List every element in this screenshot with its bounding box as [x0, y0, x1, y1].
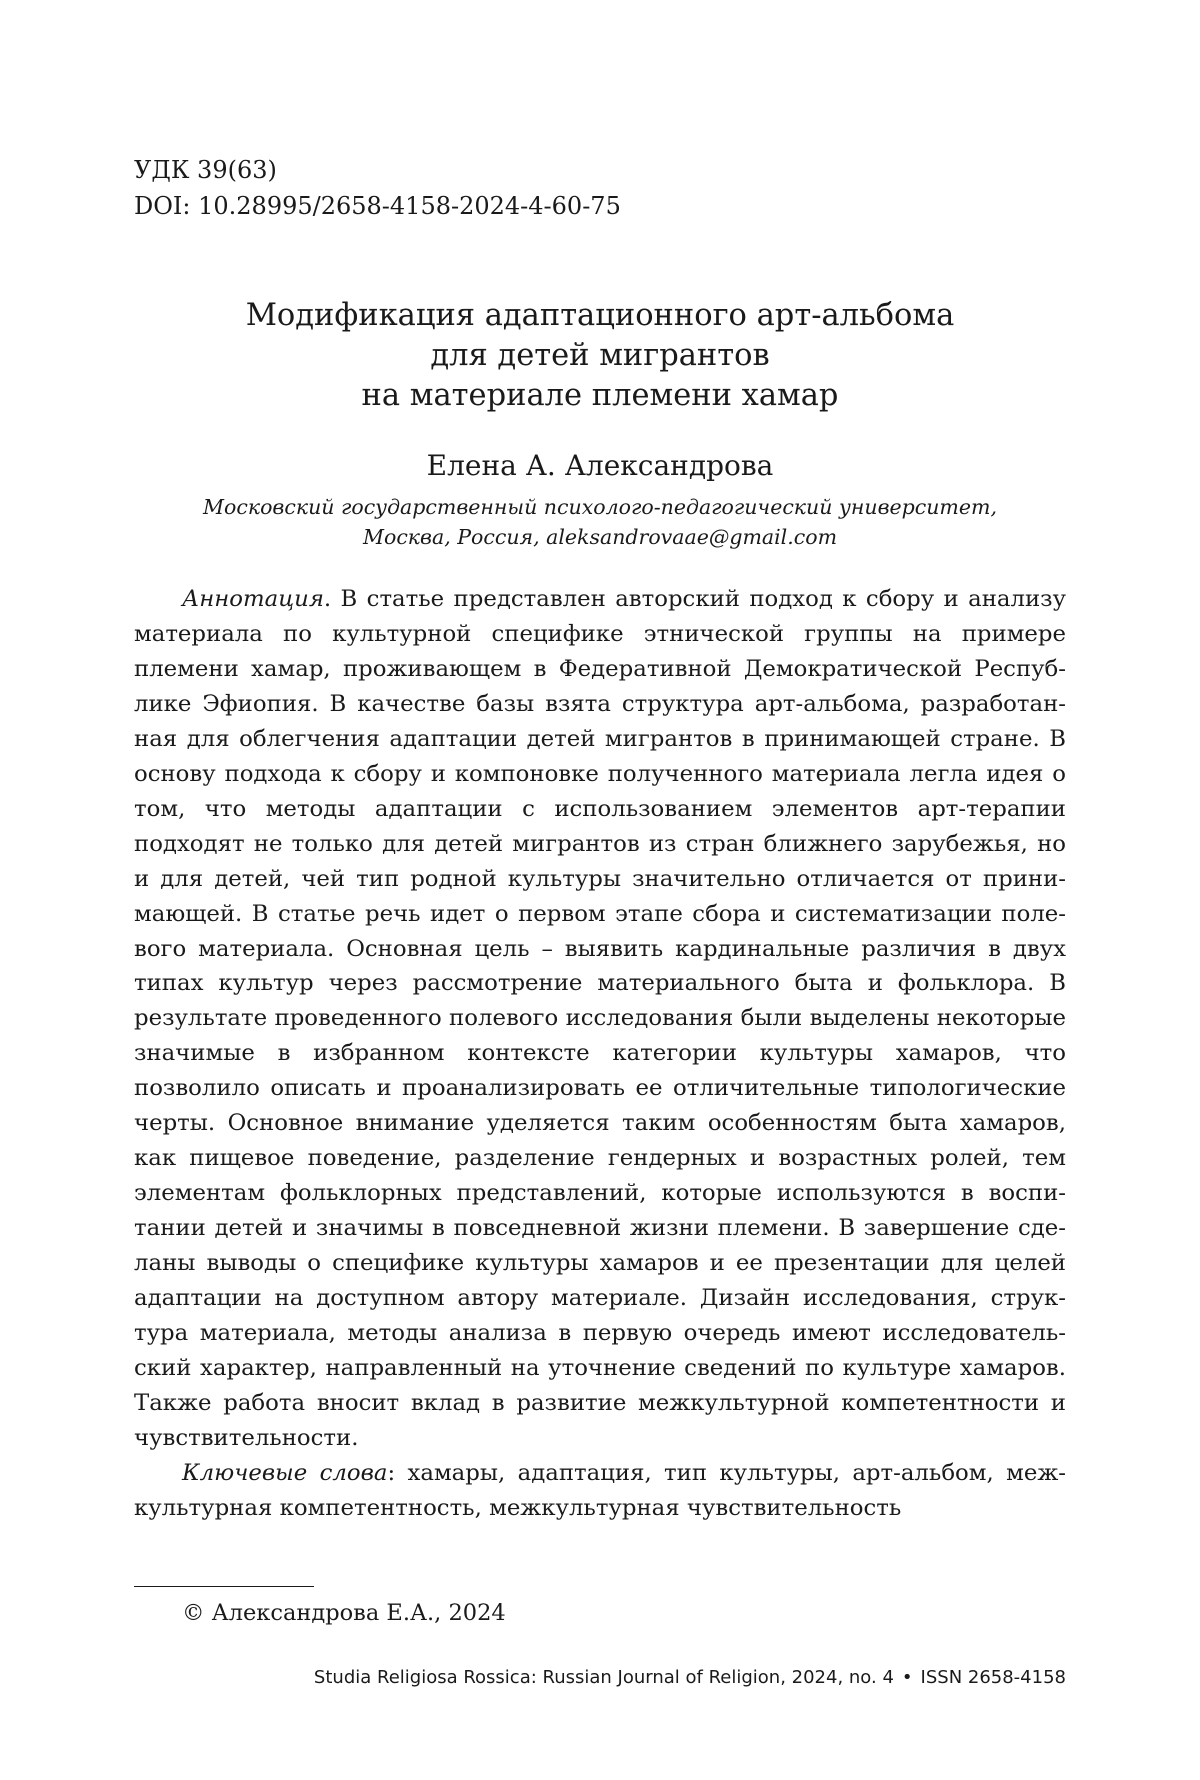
affiliation-line: Москва, Россия, aleksandrovaae@gmail.com	[362, 525, 838, 549]
article-title	[134, 296, 1066, 416]
keywords-label: Ключевые слова	[182, 1460, 388, 1486]
keywords-text: : хамары, адаптация, тип культуры, арт-альбом, межкультурная компетентность, межкультурная чувствительность	[134, 1460, 1066, 1521]
title-line: Модификация адаптационного арт-альбома	[245, 298, 955, 333]
journal-footer	[314, 1666, 1066, 1690]
abstract-label: Аннотация	[182, 586, 324, 612]
abstract	[134, 582, 1066, 1456]
keywords	[134, 1456, 1066, 1526]
copyright-notice: © Александрова Е.А., 2024	[182, 1600, 506, 1626]
title-line: на материале племени хамар	[361, 378, 839, 413]
doi[interactable]: DOI: 10.28995/2658-4158-2024-4-60-75	[134, 192, 621, 220]
abstract-text: . В статье представлен авторский подход к сбору и анализу материала по культурной специфике этнической группы на примере племени хамар, проживающем в Федеративной Демократической Республике Эфиопия. В качестве базы взята структура арт-альбома, разработанная для облегчения адаптации детей мигрантов в принимающей стране. В основу подхода к сбору и компоновке полученного материала легла идея о том, что методы адаптации с использованием элементов арт-терапии подходят не только для детей мигрантов из стран ближнего зарубежья, но и для детей, чей тип родной культуры значительно отличается от принимающей. В статье речь идет о первом этапе сбора и систематизации полевого материала. Основная цель – выявить кардинальные различия в двух типах культур через рассмотрение материального быта и фольклора. В результате проведенного полевого исследования были выделены некоторые значимые в избранном контексте категории культуры хамаров, что позволило описать и проанализировать ее отличительные типологические черты. Основное внимание уделяется таким особенностям быта хамаров, как пищевое поведение, разделение гендерных и возрастных ролей, тем элементам фольклорных представлений, которые используются в воспитании детей и значимы в повседневной жизни племени. В завершение сделаны выводы о специфике культуры хамаров и ее презентации для целей адаптации на доступном автору материале. Дизайн исследования, структура материала, методы анализа в первую очередь имеют исследовательский характер, направленный на уточнение сведений по культуре хамаров. Также работа вносит вклад в развитие межкультурной компетентности и чувствительности.	[134, 586, 1066, 1451]
author-affiliation	[134, 492, 1066, 552]
journal-issn: ISSN 2658-4158	[920, 1667, 1066, 1688]
affiliation-line: Московский государственный психолого-педагогический университет,	[203, 495, 997, 519]
title-line: для детей мигрантов	[430, 338, 770, 373]
footnote-divider	[134, 1586, 314, 1587]
author-name: Елена А. Александрова	[426, 449, 774, 482]
journal-name: Studia Religiosa Rossica: Russian Journal of Religion, 2024, no. 4	[313, 1667, 894, 1688]
footer-separator: •	[901, 1667, 913, 1688]
udk-code: УДК 39(63)	[134, 156, 277, 184]
article-metadata	[134, 152, 621, 224]
